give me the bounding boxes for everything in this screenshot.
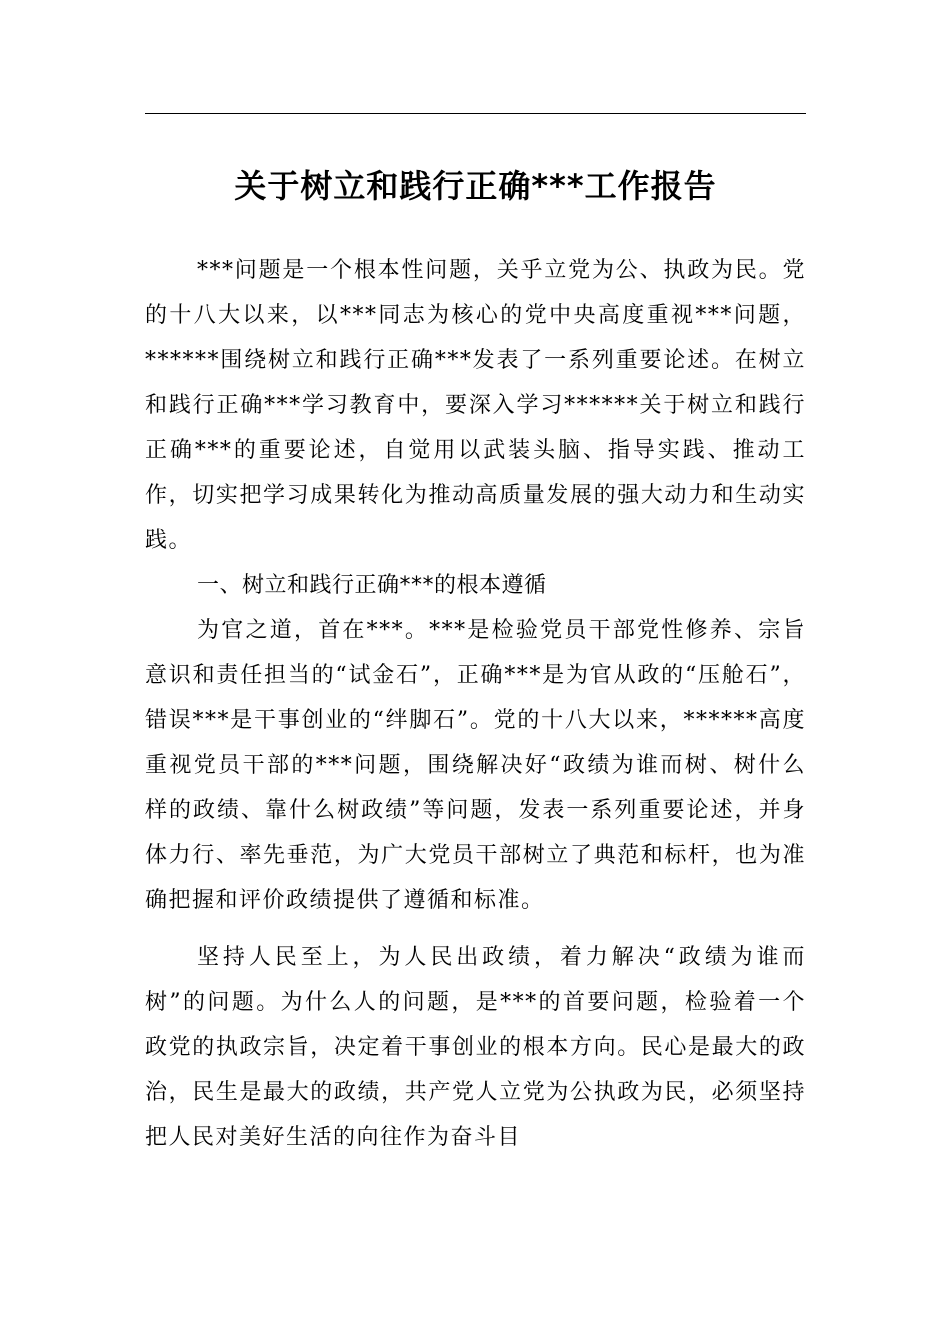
section-heading: 一、树立和践行正确***的根本遵循	[197, 573, 547, 598]
intro-paragraph: ***问题是一个根本性问题，关乎立党为公、执政为民。党的十八大以来，以***同志为核心的党中央高度重视***问题，******围绕树立和践行正确***发表了一系列重要论述。在树立和践行正确***学习教育中，要深入学习******关于树立和践行正确***的重要论述，自觉用以武装头脑、指导实践、推动工作，切实把学习成果转化为推动高质量发展的强大动力和生动实践。	[145, 258, 806, 553]
document-body	[145, 248, 806, 1160]
body-paragraph: 为官之道，首在***。***是检验党员干部党性修养、宗旨意识和责任担当的“试金石”，正确***是为官从政的“压舱石”，错误***是干事创业的“绊脚石”。党的十八大以来，******高度重视党员干部的***问题，围绕解决好“政绩为谁而树、树什么样的政绩、靠什么树政绩”等问题，发表一系列重要论述，并身体力行、率先垂范，为广大党员干部树立了典范和标杆，也为准确把握和评价政绩提供了遵循和标准。	[145, 618, 806, 913]
document-title: 关于树立和践行正确***工作报告	[234, 167, 717, 205]
header-rule	[145, 113, 806, 114]
body-paragraph: 坚持人民至上，为人民出政绩，着力解决“政绩为谁而树”的问题。为什么人的问题，是***的首要问题，检验着一个政党的执政宗旨，决定着干事创业的根本方向。民心是最大的政治，民生是最大的政绩，共产党人立党为公执政为民，必须坚持把人民对美好生活的向往作为奋斗目	[145, 945, 806, 1150]
